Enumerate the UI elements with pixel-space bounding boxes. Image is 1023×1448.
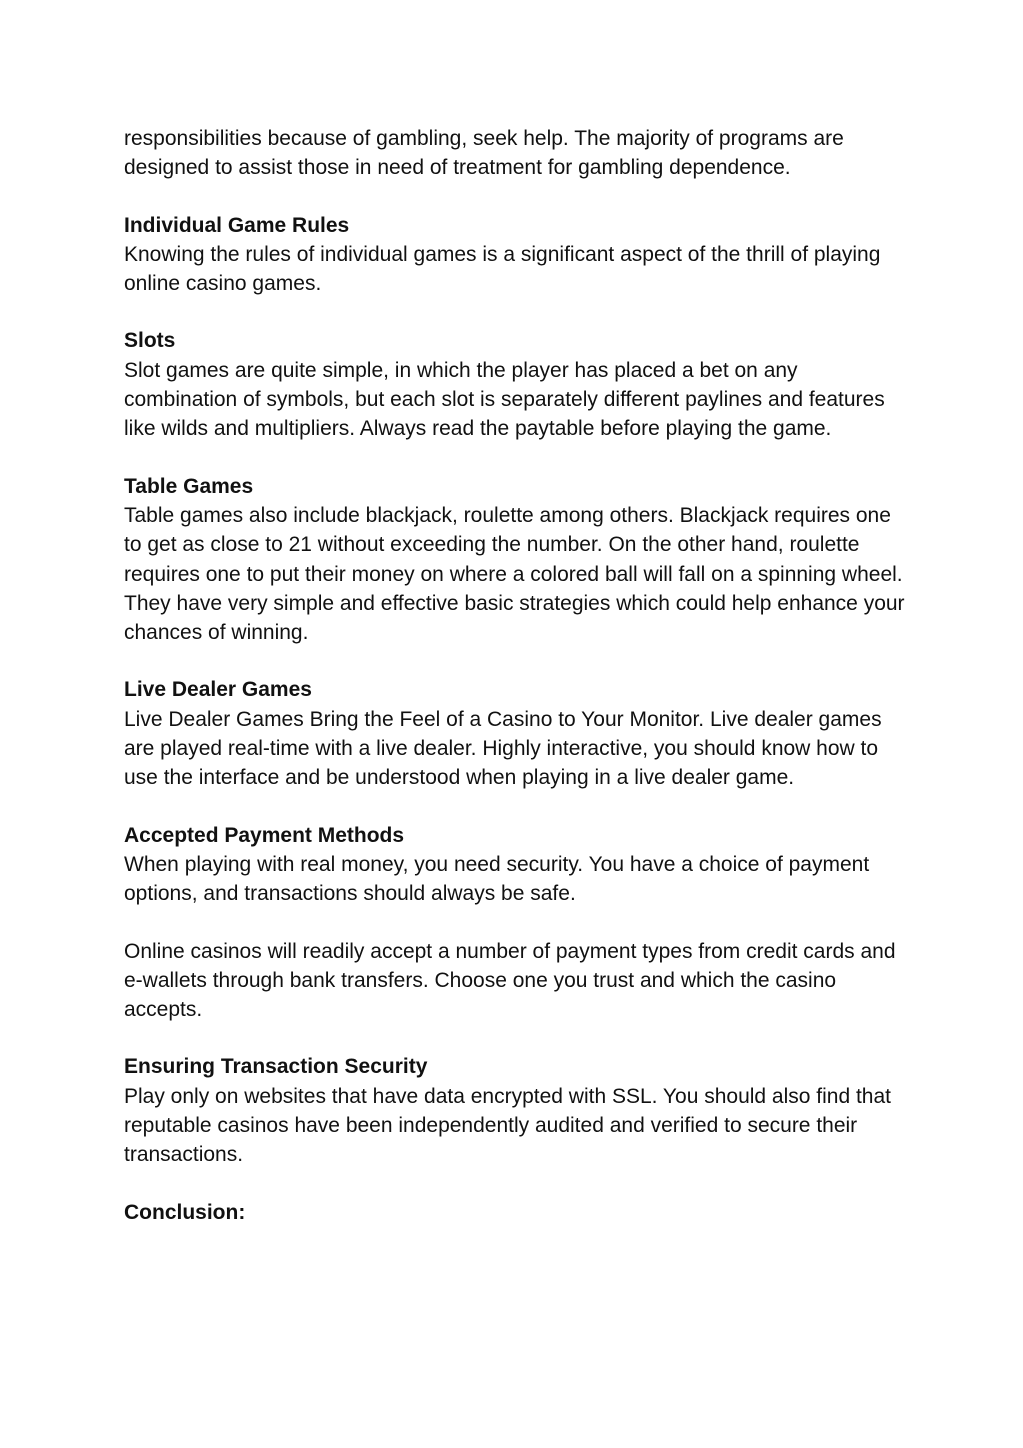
document-body — [124, 124, 914, 1227]
section-heading: Table Games — [124, 474, 254, 498]
paragraph-gap — [124, 909, 914, 937]
section-heading: Conclusion: — [124, 1200, 246, 1224]
paragraph-gap — [124, 647, 914, 675]
section-live-dealer-games — [124, 675, 914, 792]
section-paragraph: Play only on websites that have data encrypted with SSL. You should also find that reputable casinos have been independently audited and verified to secure their transactions. — [124, 1084, 892, 1167]
section-heading: Live Dealer Games — [124, 678, 312, 702]
paragraph-gap — [124, 1170, 914, 1198]
section-accepted-payment-methods — [124, 821, 914, 1025]
section-conclusion — [124, 1198, 914, 1227]
section-ensuring-transaction-security — [124, 1052, 914, 1169]
section-paragraph: Knowing the rules of individual games is a significant aspect of the thrill of playing online casino games. — [124, 242, 881, 296]
section-paragraph: Table games also include blackjack, roulette among others. Blackjack requires one to get as close to 21 without exceeding the number. On the other hand, roulette requires one to put their money on where a colored ball will fall on a spinning wheel. They have very simple and effective basic strategies which could help enhance your chances of winning. — [124, 503, 905, 645]
paragraph-gap — [124, 1024, 914, 1052]
section-heading: Ensuring Transaction Security — [124, 1055, 428, 1079]
section-heading: Individual Game Rules — [124, 213, 350, 237]
section-heading: Accepted Payment Methods — [124, 823, 405, 847]
section-paragraph: Live Dealer Games Bring the Feel of a Casino to Your Monitor. Live dealer games are played real-time with a live dealer. Highly interactive, you should know how to use the interface and be understood when playing in a live dealer game. — [124, 707, 882, 790]
section-slots — [124, 326, 914, 443]
section-paragraph: When playing with real money, you need security. You have a choice of payment options, and transactions should always be safe. — [124, 852, 870, 906]
section-individual-game-rules — [124, 211, 914, 299]
section-paragraph: Online casinos will readily accept a number of payment types from credit cards and e-wallets through bank transfers. Choose one you trust and which the casino accepts. — [124, 939, 896, 1022]
paragraph-gap — [124, 793, 914, 821]
section-paragraph: Slot games are quite simple, in which the player has placed a bet on any combination of symbols, but each slot is separately different paylines and features like wilds and multipliers. Always read the paytable before playing the game. — [124, 358, 885, 441]
intro-paragraph: responsibilities because of gambling, seek help. The majority of programs are designed to assist those in need of treatment for gambling dependence. — [124, 127, 844, 180]
paragraph-gap — [124, 183, 914, 211]
paragraph-gap — [124, 444, 914, 472]
section-table-games — [124, 472, 914, 648]
paragraph-gap — [124, 298, 914, 326]
section-heading: Slots — [124, 329, 176, 353]
